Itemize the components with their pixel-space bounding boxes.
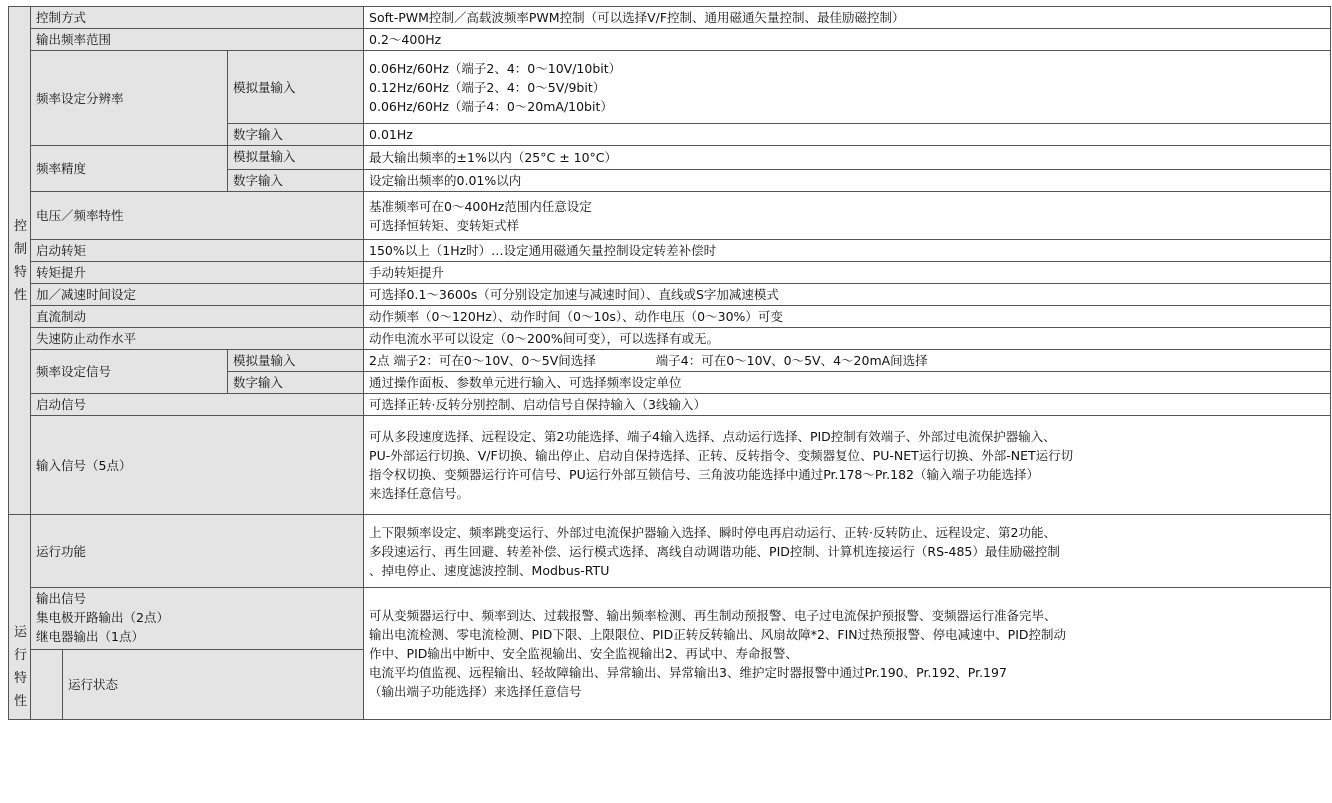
row-label-start-torque: 启动转矩: [31, 240, 364, 262]
sub-label-analog-input: 模拟量输入: [228, 146, 364, 170]
row-label-freq-setting-signal: 频率设定信号: [31, 350, 228, 394]
sub-label-digital-input: 数字输入: [228, 170, 364, 192]
row-value-start-signal: 可选择正转·反转分别控制、启动信号自保持输入（3线输入）: [364, 394, 1331, 416]
sub-label-digital-input: 数字输入: [228, 124, 364, 146]
row-value-freq-setting-digital: 通过操作面板、参数单元进行输入、可选择频率设定单位: [364, 372, 1331, 394]
row-value-start-torque: 150%以上（1Hz时）…设定通用磁通矢量控制设定转差补偿时: [364, 240, 1331, 262]
row-value-accel-decel: 可选择0.1〜3600s（可分别设定加速与减速时间）、直线或S字加减速模式: [364, 284, 1331, 306]
row-value-freq-resolution-digital: 0.01Hz: [364, 124, 1331, 146]
row-label-start-signal: 启动信号: [31, 394, 364, 416]
row-value-control-method: Soft-PWM控制／高载波频率PWM控制（可以选择V/F控制、通用磁通矢量控制、最佳励磁控制）: [364, 7, 1331, 29]
output-signal-indent: [31, 650, 63, 720]
row-value-stall-prevention: 动作电流水平可以设定（0〜200%间可变），可以选择有或无。: [364, 328, 1331, 350]
row-label-freq-range: 输出频率范围: [31, 29, 364, 51]
sub-label-digital-input: 数字输入: [228, 372, 364, 394]
row-value-freq-resolution-analog: 0.06Hz/60Hz（端子2、4：0〜10V/10bit） 0.12Hz/60Hz（端子2、4：0〜5V/9bit） 0.06Hz/60Hz（端子4：0〜20mA/10bit）: [364, 51, 1331, 124]
row-value-dc-brake: 动作频率（0〜120Hz）、动作时间（0〜10s）、动作电压（0〜30%）可变: [364, 306, 1331, 328]
row-label-output-signal: 输出信号 集电极开路输出（2点） 继电器输出（1点）: [31, 588, 364, 650]
row-value-torque-boost: 手动转矩提升: [364, 262, 1331, 284]
row-label-stall-prevention: 失速防止动作水平: [31, 328, 364, 350]
row-label-operation-function: 运行功能: [31, 515, 364, 588]
section-label-control: 控 制 特 性: [9, 7, 31, 515]
spec-table: [8, 6, 1331, 720]
row-label-vf-characteristic: 电压／频率特性: [31, 192, 364, 240]
sub-label-operation-status: 运行状态: [63, 650, 364, 720]
row-label-control-method: 控制方式: [31, 7, 364, 29]
row-value-output-signal: 可从变频器运行中、频率到达、过载报警、输出频率检测、再生制动预报警、电子过电流保护预报警、变频器运行准备完毕、 输出电流检测、零电流检测、PID下限、上限限位、PID正转反转输出、风扇故障*2、FIN过热预报警、停电减速中、PID控制动 作中、PID输出中断中、安全监视输出、安全监视输出2、再试中、寿命报警、 电流平均值监视、远程输出、轻故障输出、异常输出、异常输出3、维护定时器报警中通过Pr.190、Pr.192、Pr.197 （输出端子功能选择）来选择任意信号: [364, 588, 1331, 720]
section-label-operation: 运 行 特 性: [9, 515, 31, 720]
row-value-freq-accuracy-analog: 最大输出频率的±1%以内（25°C ± 10°C）: [364, 146, 1331, 170]
row-label-dc-brake: 直流制动: [31, 306, 364, 328]
row-value-freq-setting-analog: 2点 端子2：可在0〜10V、0〜5V间选择 端子4：可在0〜10V、0〜5V、4〜20mA间选择: [364, 350, 1331, 372]
sub-label-analog-input: 模拟量输入: [228, 350, 364, 372]
row-value-freq-accuracy-digital: 设定输出频率的0.01%以内: [364, 170, 1331, 192]
row-label-freq-resolution: 频率设定分辨率: [31, 51, 228, 146]
row-label-freq-accuracy: 频率精度: [31, 146, 228, 192]
row-label-input-signal: 输入信号（5点）: [31, 416, 364, 515]
row-label-accel-decel: 加／减速时间设定: [31, 284, 364, 306]
row-value-input-signal: 可从多段速度选择、远程设定、第2功能选择、端子4输入选择、点动运行选择、PID控制有效端子、外部过电流保护器输入、 PU-外部运行切换、V/F切换、输出停止、启动自保持选择、正转、反转指令、变频器复位、PU-NET运行切换、外部-NET运行切 指令权切换、变频器运行许可信号、PU运行外部互锁信号、三角波功能选择中通过Pr.178〜Pr.182（输入端子功能选择） 来选择任意信号。: [364, 416, 1331, 515]
row-value-operation-function: 上下限频率设定、频率跳变运行、外部过电流保护器输入选择、瞬时停电再启动运行、正转·反转防止、远程设定、第2功能、 多段速运行、再生回避、转差补偿、运行模式选择、离线自动调谐功能、PID控制、计算机连接运行（RS-485）最佳励磁控制 、掉电停止、速度滤波控制、Modbus-RTU: [364, 515, 1331, 588]
sub-label-analog-input: 模拟量输入: [228, 51, 364, 124]
row-value-vf-characteristic: 基准频率可在0〜400Hz范围内任意设定 可选择恒转矩、变转矩式样: [364, 192, 1331, 240]
row-label-torque-boost: 转矩提升: [31, 262, 364, 284]
row-value-freq-range: 0.2〜400Hz: [364, 29, 1331, 51]
